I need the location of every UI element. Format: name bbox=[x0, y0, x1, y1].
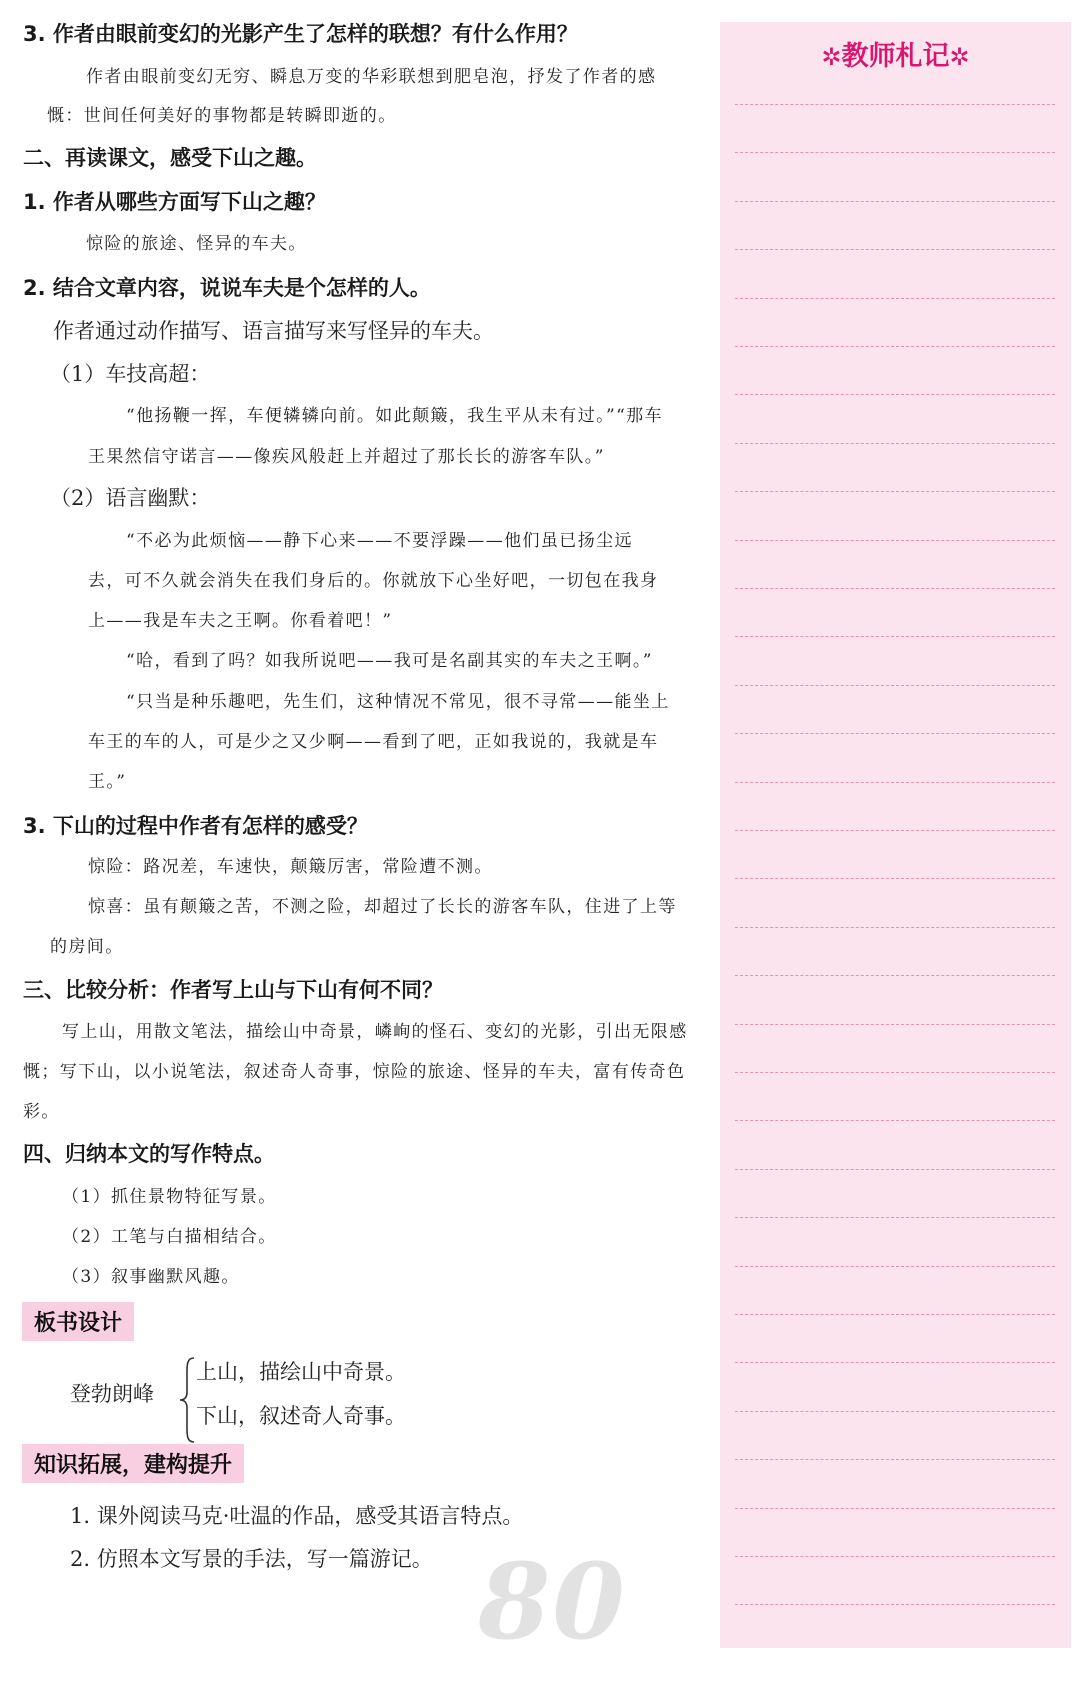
teacher-notes-title-text: 教师札记 bbox=[841, 41, 950, 72]
answer-text: 彩。 bbox=[23, 1102, 60, 1122]
note-line bbox=[735, 1459, 1055, 1460]
answer-text: 慨；写下山，以小说笔法，叙述奇人奇事，惊险的旅途、怪异的车夫，富有传奇色 bbox=[23, 1062, 686, 1082]
answer-text: 慨：世间任何美好的事物都是转瞬即逝的。 bbox=[47, 106, 397, 126]
note-line bbox=[735, 201, 1055, 202]
note-line bbox=[735, 443, 1055, 444]
brace-icon bbox=[178, 1356, 196, 1444]
teacher-notes-title bbox=[720, 34, 1071, 73]
board-branch: 上山，描绘山中奇景。 bbox=[196, 1360, 406, 1384]
page-number: 80 bbox=[478, 1540, 627, 1663]
section-2-question-1: 1. 作者从哪些方面写下山之趣？ bbox=[23, 190, 326, 214]
note-line bbox=[735, 782, 1055, 783]
extension-item: 1. 课外阅读马克·吐温的作品，感受其语言特点。 bbox=[70, 1504, 524, 1528]
note-line bbox=[735, 1508, 1055, 1509]
note-line bbox=[735, 830, 1055, 831]
point-label: （1）车技高超： bbox=[50, 362, 211, 386]
quote-text: 王。” bbox=[88, 772, 127, 792]
note-line bbox=[735, 1217, 1055, 1218]
quote-text: 车王的车的人，可是少之又少啊——看到了吧，正如我说的，我就是车 bbox=[88, 732, 659, 752]
note-line bbox=[735, 1362, 1055, 1363]
note-line bbox=[735, 685, 1055, 686]
answer-text: 作者由眼前变幻无穷、瞬息万变的华彩联想到肥皂泡，抒发了作者的感 bbox=[86, 67, 657, 87]
quote-text: “不必为此烦恼——静下心来——不要浮躁——他们虽已扬尘远 bbox=[126, 531, 633, 551]
answer-text: 惊险：路况差，车速快，颠簸厉害，常险遭不测。 bbox=[88, 857, 493, 877]
note-line bbox=[735, 152, 1055, 153]
note-line bbox=[735, 1024, 1055, 1025]
point-label: （2）语言幽默： bbox=[50, 486, 211, 510]
note-line bbox=[735, 1314, 1055, 1315]
answer-intro: 作者通过动作描写、语言描写来写怪异的车夫。 bbox=[53, 319, 494, 343]
flower-icon: ✲ bbox=[821, 43, 842, 71]
answer-text: 写上山，用散文笔法，描绘山中奇景，嶙峋的怪石、变幻的光影，引出无限感 bbox=[62, 1022, 688, 1042]
note-line bbox=[735, 1604, 1055, 1605]
note-line bbox=[735, 588, 1055, 589]
board-root-label: 登勃朗峰 bbox=[70, 1382, 154, 1406]
quote-text: 上——我是车夫之王啊。你看着吧！” bbox=[88, 611, 393, 631]
answer-text: 惊险的旅途、怪异的车夫。 bbox=[86, 234, 307, 254]
note-line bbox=[735, 1556, 1055, 1557]
note-line bbox=[735, 975, 1055, 976]
note-line bbox=[735, 346, 1055, 347]
note-line bbox=[735, 249, 1055, 250]
note-line bbox=[735, 1169, 1055, 1170]
quote-text: “他扬鞭一挥，车便辚辚向前。如此颠簸，我生平从未有过。”“那车 bbox=[126, 406, 663, 426]
section-2-question-3: 3. 下山的过程中作者有怎样的感受？ bbox=[23, 814, 368, 838]
section-4-heading: 四、归纳本文的写作特点。 bbox=[23, 1142, 275, 1166]
note-line bbox=[735, 298, 1055, 299]
note-line bbox=[735, 491, 1055, 492]
extension-item: 2. 仿照本文写景的手法，写一篇游记。 bbox=[70, 1547, 433, 1571]
section-2-heading: 二、再读课文，感受下山之趣。 bbox=[23, 146, 317, 170]
list-item: （1）抓住景物特征写景。 bbox=[62, 1187, 277, 1207]
note-line bbox=[735, 1120, 1055, 1121]
list-item: （3）叙事幽默风趣。 bbox=[62, 1267, 240, 1287]
quote-text: 王果然信守诺言——像疾风般赶上并超过了那长长的游客车队。” bbox=[88, 447, 605, 467]
note-line bbox=[735, 878, 1055, 879]
extension-heading: 知识拓展，建构提升 bbox=[22, 1444, 244, 1483]
section-3-heading: 三、比较分析：作者写上山与下山有何不同？ bbox=[23, 978, 443, 1002]
note-line bbox=[735, 1266, 1055, 1267]
flower-icon: ✲ bbox=[949, 43, 970, 71]
list-item: （2）工笔与白描相结合。 bbox=[62, 1227, 277, 1247]
answer-text: 的房间。 bbox=[50, 937, 124, 957]
note-line bbox=[735, 733, 1055, 734]
quote-text: 去，可不久就会消失在我们身后的。你就放下心坐好吧，一切包在我身 bbox=[88, 571, 659, 591]
quote-text: “哈，看到了吗？如我所说吧——我可是名副其实的车夫之王啊。” bbox=[126, 651, 653, 671]
note-line bbox=[735, 927, 1055, 928]
quote-text: “只当是种乐趣吧，先生们，这种情况不常见，很不寻常——能坐上 bbox=[126, 692, 670, 712]
board-design-heading: 板书设计 bbox=[22, 1302, 134, 1341]
question-3-heading: 3. 作者由眼前变幻的光影产生了怎样的联想？有什么作用？ bbox=[23, 22, 578, 46]
note-line bbox=[735, 104, 1055, 105]
board-branch: 下山，叙述奇人奇事。 bbox=[196, 1404, 406, 1428]
note-line bbox=[735, 636, 1055, 637]
note-line bbox=[735, 540, 1055, 541]
note-line bbox=[735, 394, 1055, 395]
section-2-question-2: 2. 结合文章内容，说说车夫是个怎样的人。 bbox=[23, 276, 431, 300]
note-line bbox=[735, 1072, 1055, 1073]
note-line bbox=[735, 1411, 1055, 1412]
answer-text: 惊喜：虽有颠簸之苦，不测之险，却超过了长长的游客车队，住进了上等 bbox=[88, 897, 677, 917]
teacher-notes-panel bbox=[720, 22, 1071, 1648]
